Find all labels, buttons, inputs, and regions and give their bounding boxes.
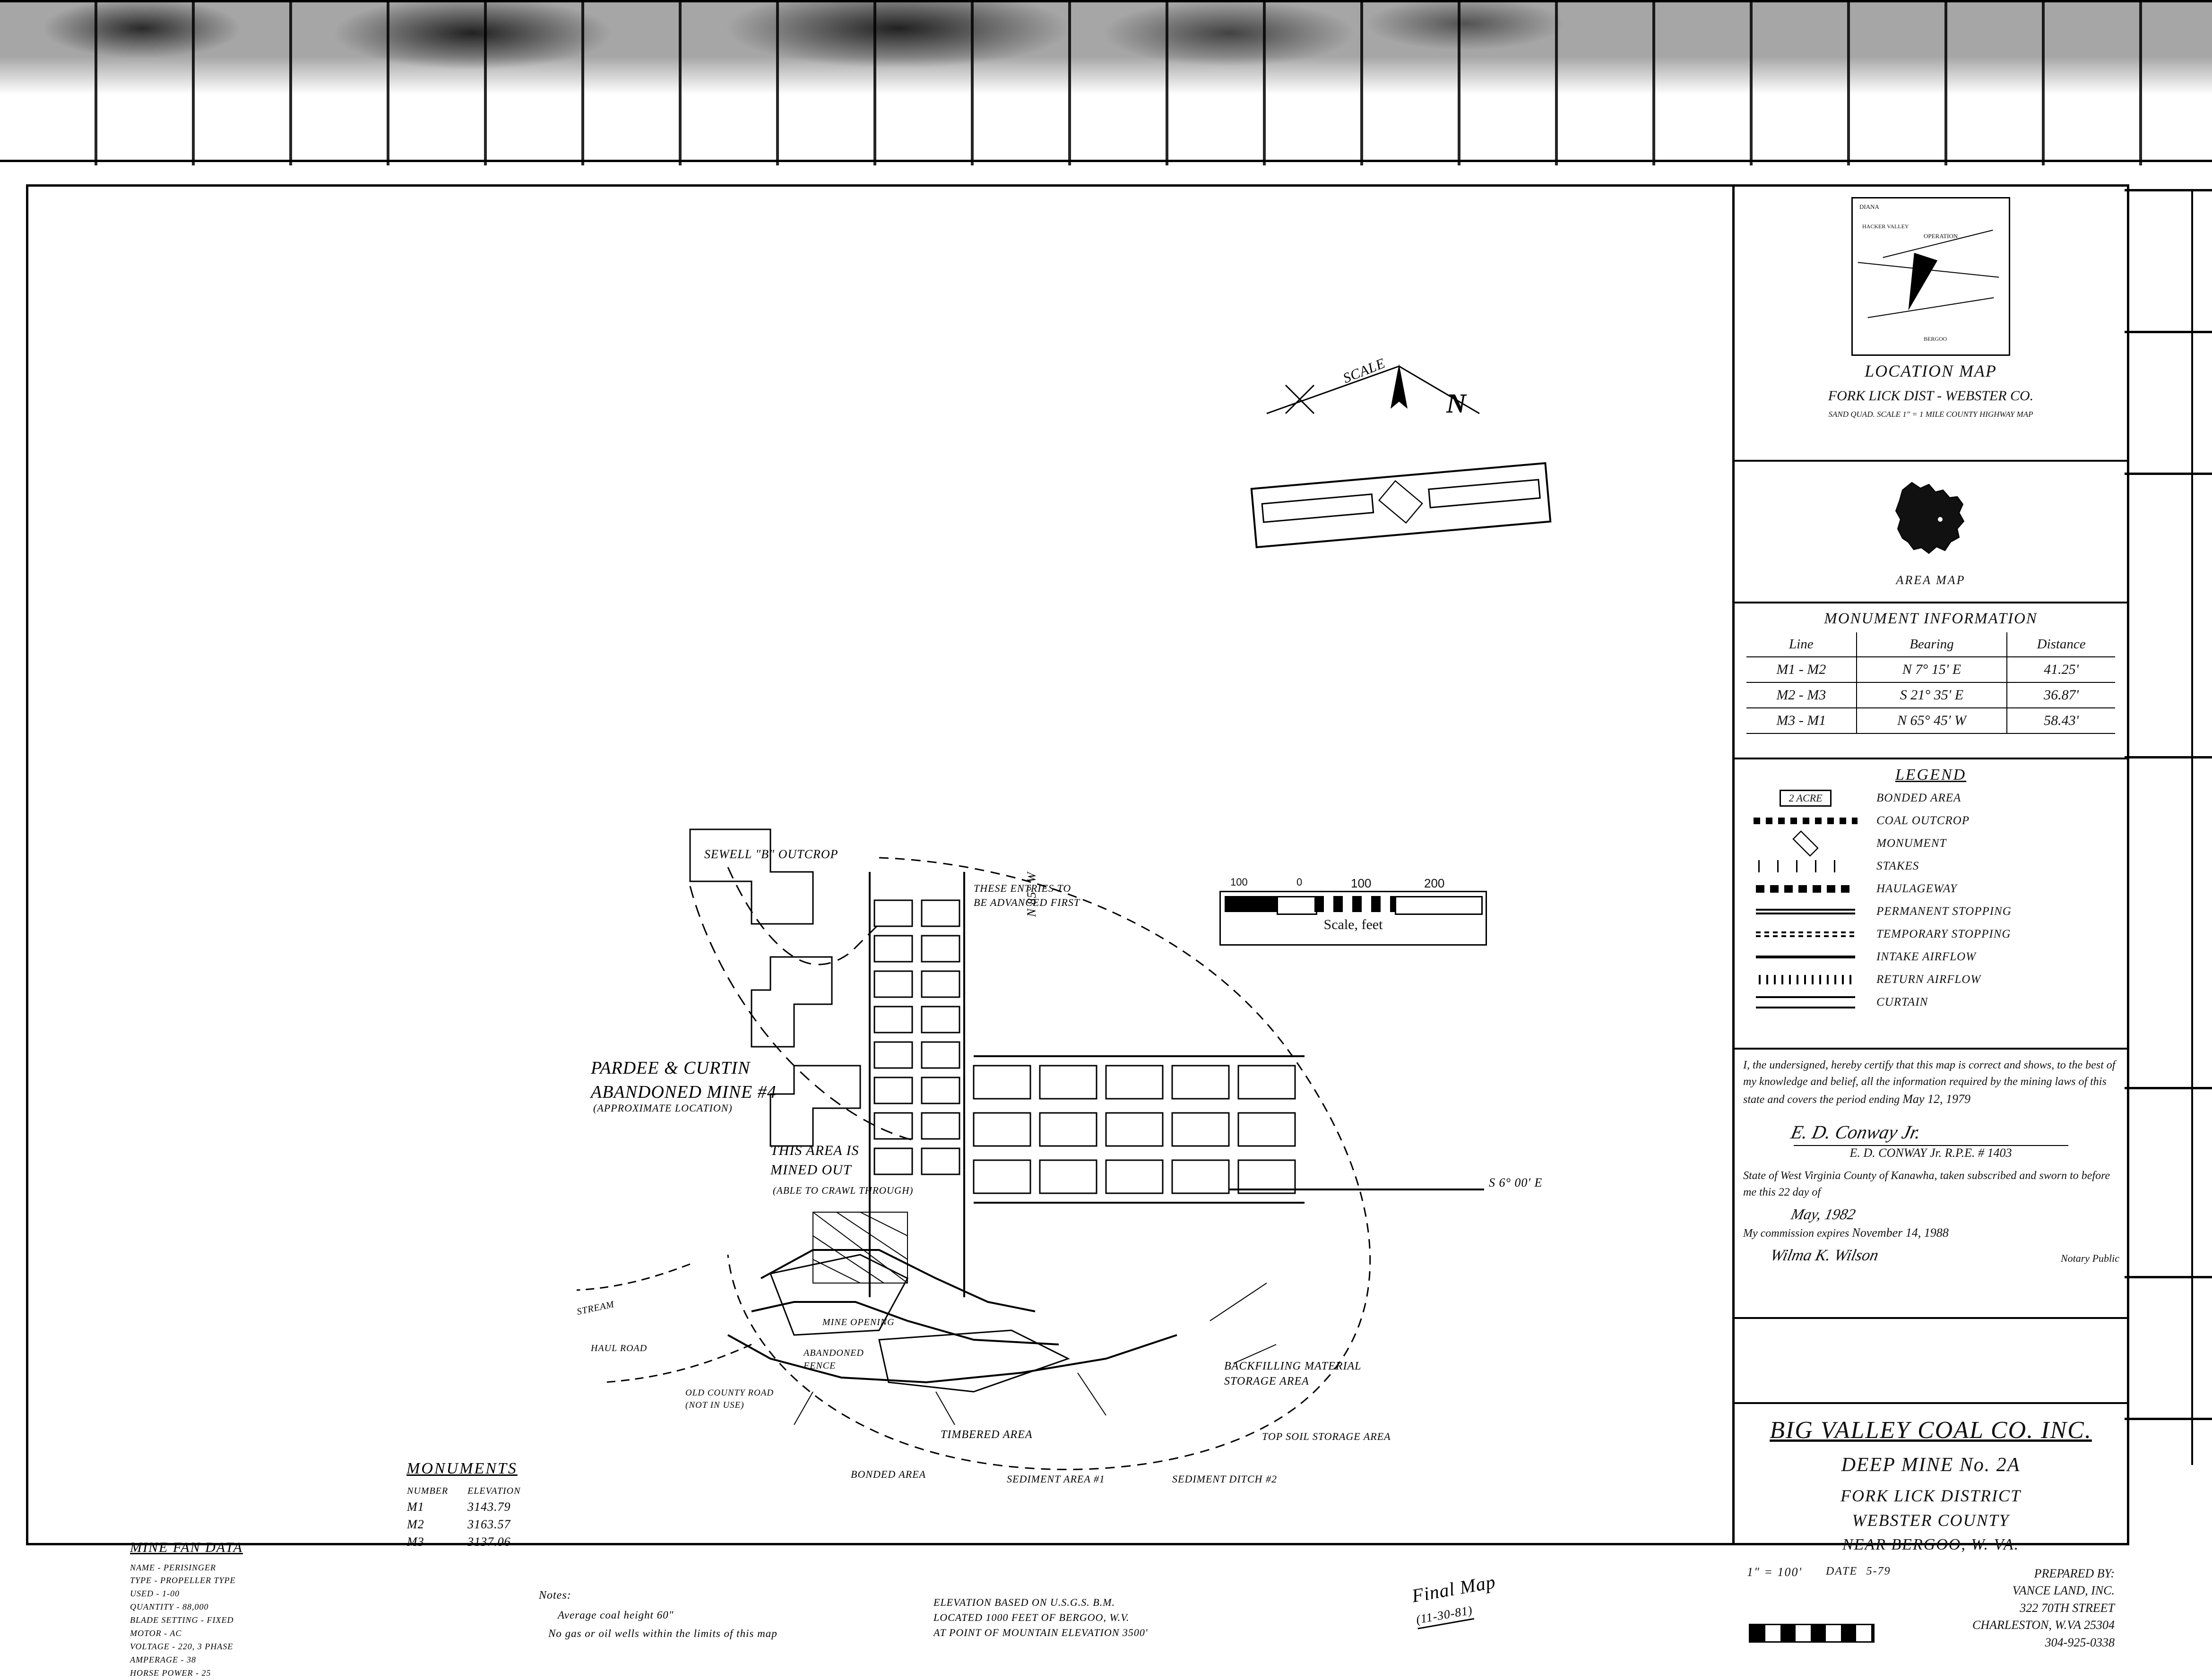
annotation-backfilling: BACKFILLING MATERIAL STORAGE AREA <box>1224 1360 1362 1388</box>
annotation-bonded-area: BONDED AREA <box>851 1468 926 1480</box>
monuments-col-elevation: ELEVATION <box>467 1485 521 1496</box>
ornamental-scale-ribbon <box>1251 462 1552 548</box>
stakes-icon <box>1735 860 1876 872</box>
notes-line: Average coal height 60" <box>558 1609 674 1621</box>
monument-info-col-bearing: Bearing <box>1857 632 2007 657</box>
mine-fan-row: MOTOR - AC <box>130 1628 182 1638</box>
title-block-spacer <box>1735 1319 2127 1404</box>
monument-info-row <box>1746 708 2115 733</box>
district-name: FORK LICK DISTRICT <box>1840 1486 2022 1505</box>
registration-tick <box>2125 1418 2212 1420</box>
date-label: DATE <box>1826 1565 1858 1577</box>
legend-item-curtain <box>1735 991 2127 1014</box>
monument-row-number: M1 <box>407 1499 424 1514</box>
notes-line: No gas or oil wells within the limits of this map <box>548 1628 778 1640</box>
monument-info-col-distance: Distance <box>2007 632 2115 657</box>
annotation-sediment-area: SEDIMENT AREA #1 <box>1007 1473 1105 1485</box>
intake-airflow-icon <box>1735 956 1876 958</box>
north-arrow-scale-word: SCALE <box>1340 355 1388 387</box>
prepared-by-line: CHARLESTON, W.VA 25304 <box>1972 1618 2115 1632</box>
loc-label-operation: OPERATION <box>1924 233 1958 240</box>
area-map-box <box>1735 462 2127 603</box>
title-column <box>1732 187 2127 1649</box>
legend-item-return-airflow <box>1735 968 2127 991</box>
prepared-by-line: VANCE LAND, INC. <box>2012 1584 2115 1598</box>
monument-info-line: M3 - M1 <box>1746 708 1857 733</box>
legend-label: MONUMENT <box>1876 837 1947 850</box>
certification-body: I, the undersigned, hereby certify that this map is correct and shows, to the best of my knowledge and belief, all the information required by the mining laws of this state and covers the period ending <box>1743 1059 2116 1106</box>
monument-row-number: M3 <box>407 1535 424 1549</box>
notary-signature: Wilma K. Wilson <box>1769 1246 1880 1264</box>
registration-rule <box>2191 189 2193 1465</box>
legend-label: STAKES <box>1876 860 1919 872</box>
area-map-caption: AREA MAP <box>1896 573 1966 587</box>
coal-outcrop-icon <box>1735 818 1876 824</box>
annotation-sewell-outcrop: SEWELL "B" OUTCROP <box>704 847 838 861</box>
scale-tick-100r: 100 <box>1351 876 1372 890</box>
monument-row-elev: 3143.79 <box>467 1499 511 1514</box>
mine-fan-data-block <box>130 1538 243 1680</box>
monument-info-distance: 58.43' <box>2007 708 2115 733</box>
elevation-note-block <box>933 1595 1148 1640</box>
annotation-mine-opening: MINE OPENING <box>822 1317 895 1327</box>
location-map-subtitle: FORK LICK DIST - WEBSTER CO. <box>1828 388 2034 404</box>
monument-info-table <box>1746 632 2115 734</box>
registration-tick <box>2125 331 2212 333</box>
legend-item-haulageway <box>1735 878 2127 900</box>
final-map-label: Final Map <box>1410 1571 1497 1607</box>
elevation-note-line: LOCATED 1000 FEET OF BERGOO, W.V. <box>933 1611 1130 1623</box>
registration-tick <box>2125 756 2212 758</box>
legend-label: PERMANENT STOPPING <box>1876 905 2012 918</box>
notary-body: State of West Virginia County of Kanawha, taken subscribed and sworn to before me this <box>1743 1170 2110 1199</box>
registration-tick <box>2125 473 2212 475</box>
mine-fan-row: VOLTAGE - 220, 3 PHASE <box>130 1641 233 1651</box>
legend-label: COAL OUTCROP <box>1876 814 1970 827</box>
elevation-note-line: AT POINT OF MOUNTAIN ELEVATION 3500' <box>933 1626 1148 1638</box>
mine-fan-row: NAME - PERISINGER <box>130 1562 216 1572</box>
loc-label-hacker: HACKER VALLEY <box>1862 223 1909 230</box>
legend-item-intake-airflow <box>1735 946 2127 968</box>
elevation-note-line: ELEVATION BASED ON U.S.G.S. B.M. <box>933 1596 1115 1608</box>
monument-row-elev: 3163.57 <box>467 1517 511 1531</box>
legend-item-stakes <box>1735 855 2127 878</box>
bearing-label-vertical: N 85° W <box>1025 871 1039 917</box>
notes-block <box>539 1588 778 1641</box>
annotation-stream: STREAM <box>576 1299 615 1318</box>
annotation-mined-out-sub: (ABLE TO CRAWL THROUGH) <box>773 1185 914 1196</box>
monument-info-bearing: S 21° 35' E <box>1857 682 2007 708</box>
monuments-col-number: NUMBER <box>407 1485 449 1496</box>
annotation-sediment-ditch: SEDIMENT DITCH #2 <box>1172 1473 1277 1485</box>
annotation-abandoned-mine-sub: (APPROXIMATE LOCATION) <box>593 1102 733 1114</box>
monument-row-number: M2 <box>407 1517 424 1531</box>
registration-tick <box>2125 189 2212 191</box>
monument-info-col-line: Line <box>1746 632 1857 657</box>
annotation-timbered-area: TIMBERED AREA <box>941 1429 1033 1441</box>
legend-item-bonded-area <box>1735 787 2127 810</box>
near-location: NEAR BERGOO, W. VA. <box>1842 1536 2020 1553</box>
commission-date: November 14, 1988 <box>1852 1225 1949 1240</box>
monument-info-bearing: N 7° 15' E <box>1857 657 2007 682</box>
mine-fan-row: QUANTITY - 88,000 <box>130 1602 209 1612</box>
certification-box <box>1735 1050 2127 1319</box>
mine-plan-drawing <box>28 187 1730 1678</box>
monument-info-line: M1 - M2 <box>1746 657 1857 682</box>
legend-item-coal-outcrop <box>1735 810 2127 832</box>
annotation-topsoil: TOP SOIL STORAGE AREA <box>1262 1430 1391 1442</box>
legend-label: INTAKE AIRFLOW <box>1876 950 1976 963</box>
west-virginia-shape-icon <box>1884 476 1978 566</box>
location-map-scale-note: SAND QUAD. SCALE 1" = 1 MILE COUNTY HIGHWAY MAP <box>1828 410 2033 419</box>
monuments-table <box>406 1458 521 1551</box>
legend-box <box>1735 766 2127 1050</box>
legend-title: LEGEND <box>1895 766 1967 784</box>
scale-tick-200: 200 <box>1424 876 1445 890</box>
return-airflow-icon <box>1735 975 1876 984</box>
mine-name: DEEP MINE No. 2A <box>1841 1454 2021 1476</box>
map-sheet-frame <box>26 184 2129 1678</box>
annotation-abandoned-mine: PARDEE & CURTIN ABANDONED MINE #4 <box>591 1058 777 1103</box>
scan-rule-bottom <box>0 160 2212 162</box>
location-arrow-icon <box>1897 253 1938 314</box>
mine-fan-row: AMPERAGE - 38 <box>130 1654 196 1664</box>
engineer-signature-line: E. D. CONWAY Jr. R.P.E. # 1403 <box>1794 1145 2068 1160</box>
location-map-graphic <box>1851 197 2010 356</box>
company-name: BIG VALLEY COAL CO. INC. <box>1770 1417 2092 1444</box>
north-arrow-letter: N <box>1446 388 1467 419</box>
prepared-by-line: 322 70TH STREET <box>2020 1601 2115 1615</box>
mine-fan-row: BLADE SETTING - FIXED <box>130 1615 234 1625</box>
scale-bar-label: Scale, feet <box>1323 917 1383 932</box>
scale-label: 1" = 100' <box>1747 1565 1803 1579</box>
date-value: 5-79 <box>1866 1565 1891 1577</box>
loc-label-diana: DIANA <box>1859 203 1879 210</box>
annotation-abandoned-fence: ABANDONED FENCE <box>804 1348 864 1371</box>
legend-item-monument <box>1735 832 2127 855</box>
haulageway-icon <box>1735 885 1876 893</box>
monument-info-title: MONUMENT INFORMATION <box>1824 610 2038 627</box>
location-map-title: LOCATION MAP <box>1865 362 1997 380</box>
prepared-by-line: 304-925-0338 <box>2045 1635 2115 1649</box>
monument-info-row <box>1746 682 2115 708</box>
legend-item-permanent-stopping <box>1735 900 2127 923</box>
curtain-icon <box>1735 996 1876 1008</box>
notary-month: May, 1982 <box>1789 1205 1858 1223</box>
final-map-date: (11-30-81) <box>1415 1602 1474 1629</box>
legend-label: BONDED AREA <box>1876 792 1961 804</box>
notes-title: Notes: <box>539 1589 571 1602</box>
annotation-haulroad: HAUL ROAD <box>591 1343 648 1353</box>
scan-noise <box>0 0 2212 165</box>
monument-icon <box>1735 836 1876 851</box>
monument-info-distance: 36.87' <box>2007 682 2115 708</box>
registration-tick <box>2125 1087 2212 1089</box>
legend-label: CURTAIN <box>1876 996 1928 1008</box>
monument-info-row <box>1746 657 2115 682</box>
annotation-mined-out: THIS AREA IS MINED OUT <box>770 1143 859 1178</box>
monument-info-line: M2 - M3 <box>1746 682 1857 708</box>
annotation-old-county-road: OLD COUNTY ROAD (NOT IN USE) <box>685 1388 774 1410</box>
bonded-area-swatch-text: 2 ACRE <box>1780 790 1831 807</box>
scan-rule-top <box>0 0 2212 2</box>
bonded-area-icon <box>1735 790 1876 807</box>
scanned-edge-artifact <box>0 0 2212 165</box>
mine-fan-row: HORSE POWER - 25 <box>130 1668 211 1678</box>
location-map-box <box>1735 197 2127 462</box>
engineer-signature: E. D. Conway Jr. <box>1789 1121 1923 1143</box>
final-map-stamp <box>1410 1569 1501 1629</box>
notary-title: Notary Public <box>2060 1252 2119 1264</box>
legend-label: TEMPORARY STOPPING <box>1876 928 2011 940</box>
county-name: WEBSTER COUNTY <box>1852 1511 2010 1530</box>
monument-info-distance: 41.25' <box>2007 657 2115 682</box>
legend-label: RETURN AIRFLOW <box>1876 973 1981 986</box>
scale-tick-0: 0 <box>1296 876 1303 888</box>
title-block-scale-bar <box>1749 1624 1875 1643</box>
certification-period-ending: May 12, 1979 <box>1902 1092 1970 1106</box>
company-title-block <box>1735 1416 2127 1651</box>
permanent-stopping-icon <box>1735 909 1876 914</box>
prepared-by-label: PREPARED BY: <box>2034 1567 2115 1580</box>
temporary-stopping-icon <box>1735 931 1876 937</box>
annotation-entries-note: THESE ENTRIES TO BE ADVANCED FIRST <box>974 882 1080 908</box>
commission-label: My commission expires <box>1743 1227 1849 1240</box>
scale-tick-100l: 100 <box>1230 876 1248 888</box>
monuments-title: MONUMENTS <box>406 1460 518 1477</box>
legend-label: HAULAGEWAY <box>1876 882 1957 895</box>
bearing-label-east: S 6° 00' E <box>1489 1176 1543 1189</box>
legend-item-temporary-stopping <box>1735 923 2127 946</box>
monument-row-elev: 3137.06 <box>467 1535 511 1549</box>
mine-fan-row: TYPE - PROPELLER TYPE <box>130 1576 236 1585</box>
mine-fan-data-title: MINE FAN DATA <box>130 1540 243 1555</box>
registration-tick <box>2125 1276 2212 1278</box>
bearing-line-east <box>1229 1189 1484 1190</box>
notary-date: 22 day of <box>1778 1186 1821 1199</box>
monument-info-bearing: N 65° 45' W <box>1857 708 2007 733</box>
loc-label-bergoo: BERGOO <box>1924 336 1947 342</box>
mine-fan-row: USED - 1-00 <box>130 1589 180 1599</box>
monument-information-box <box>1735 603 2127 759</box>
